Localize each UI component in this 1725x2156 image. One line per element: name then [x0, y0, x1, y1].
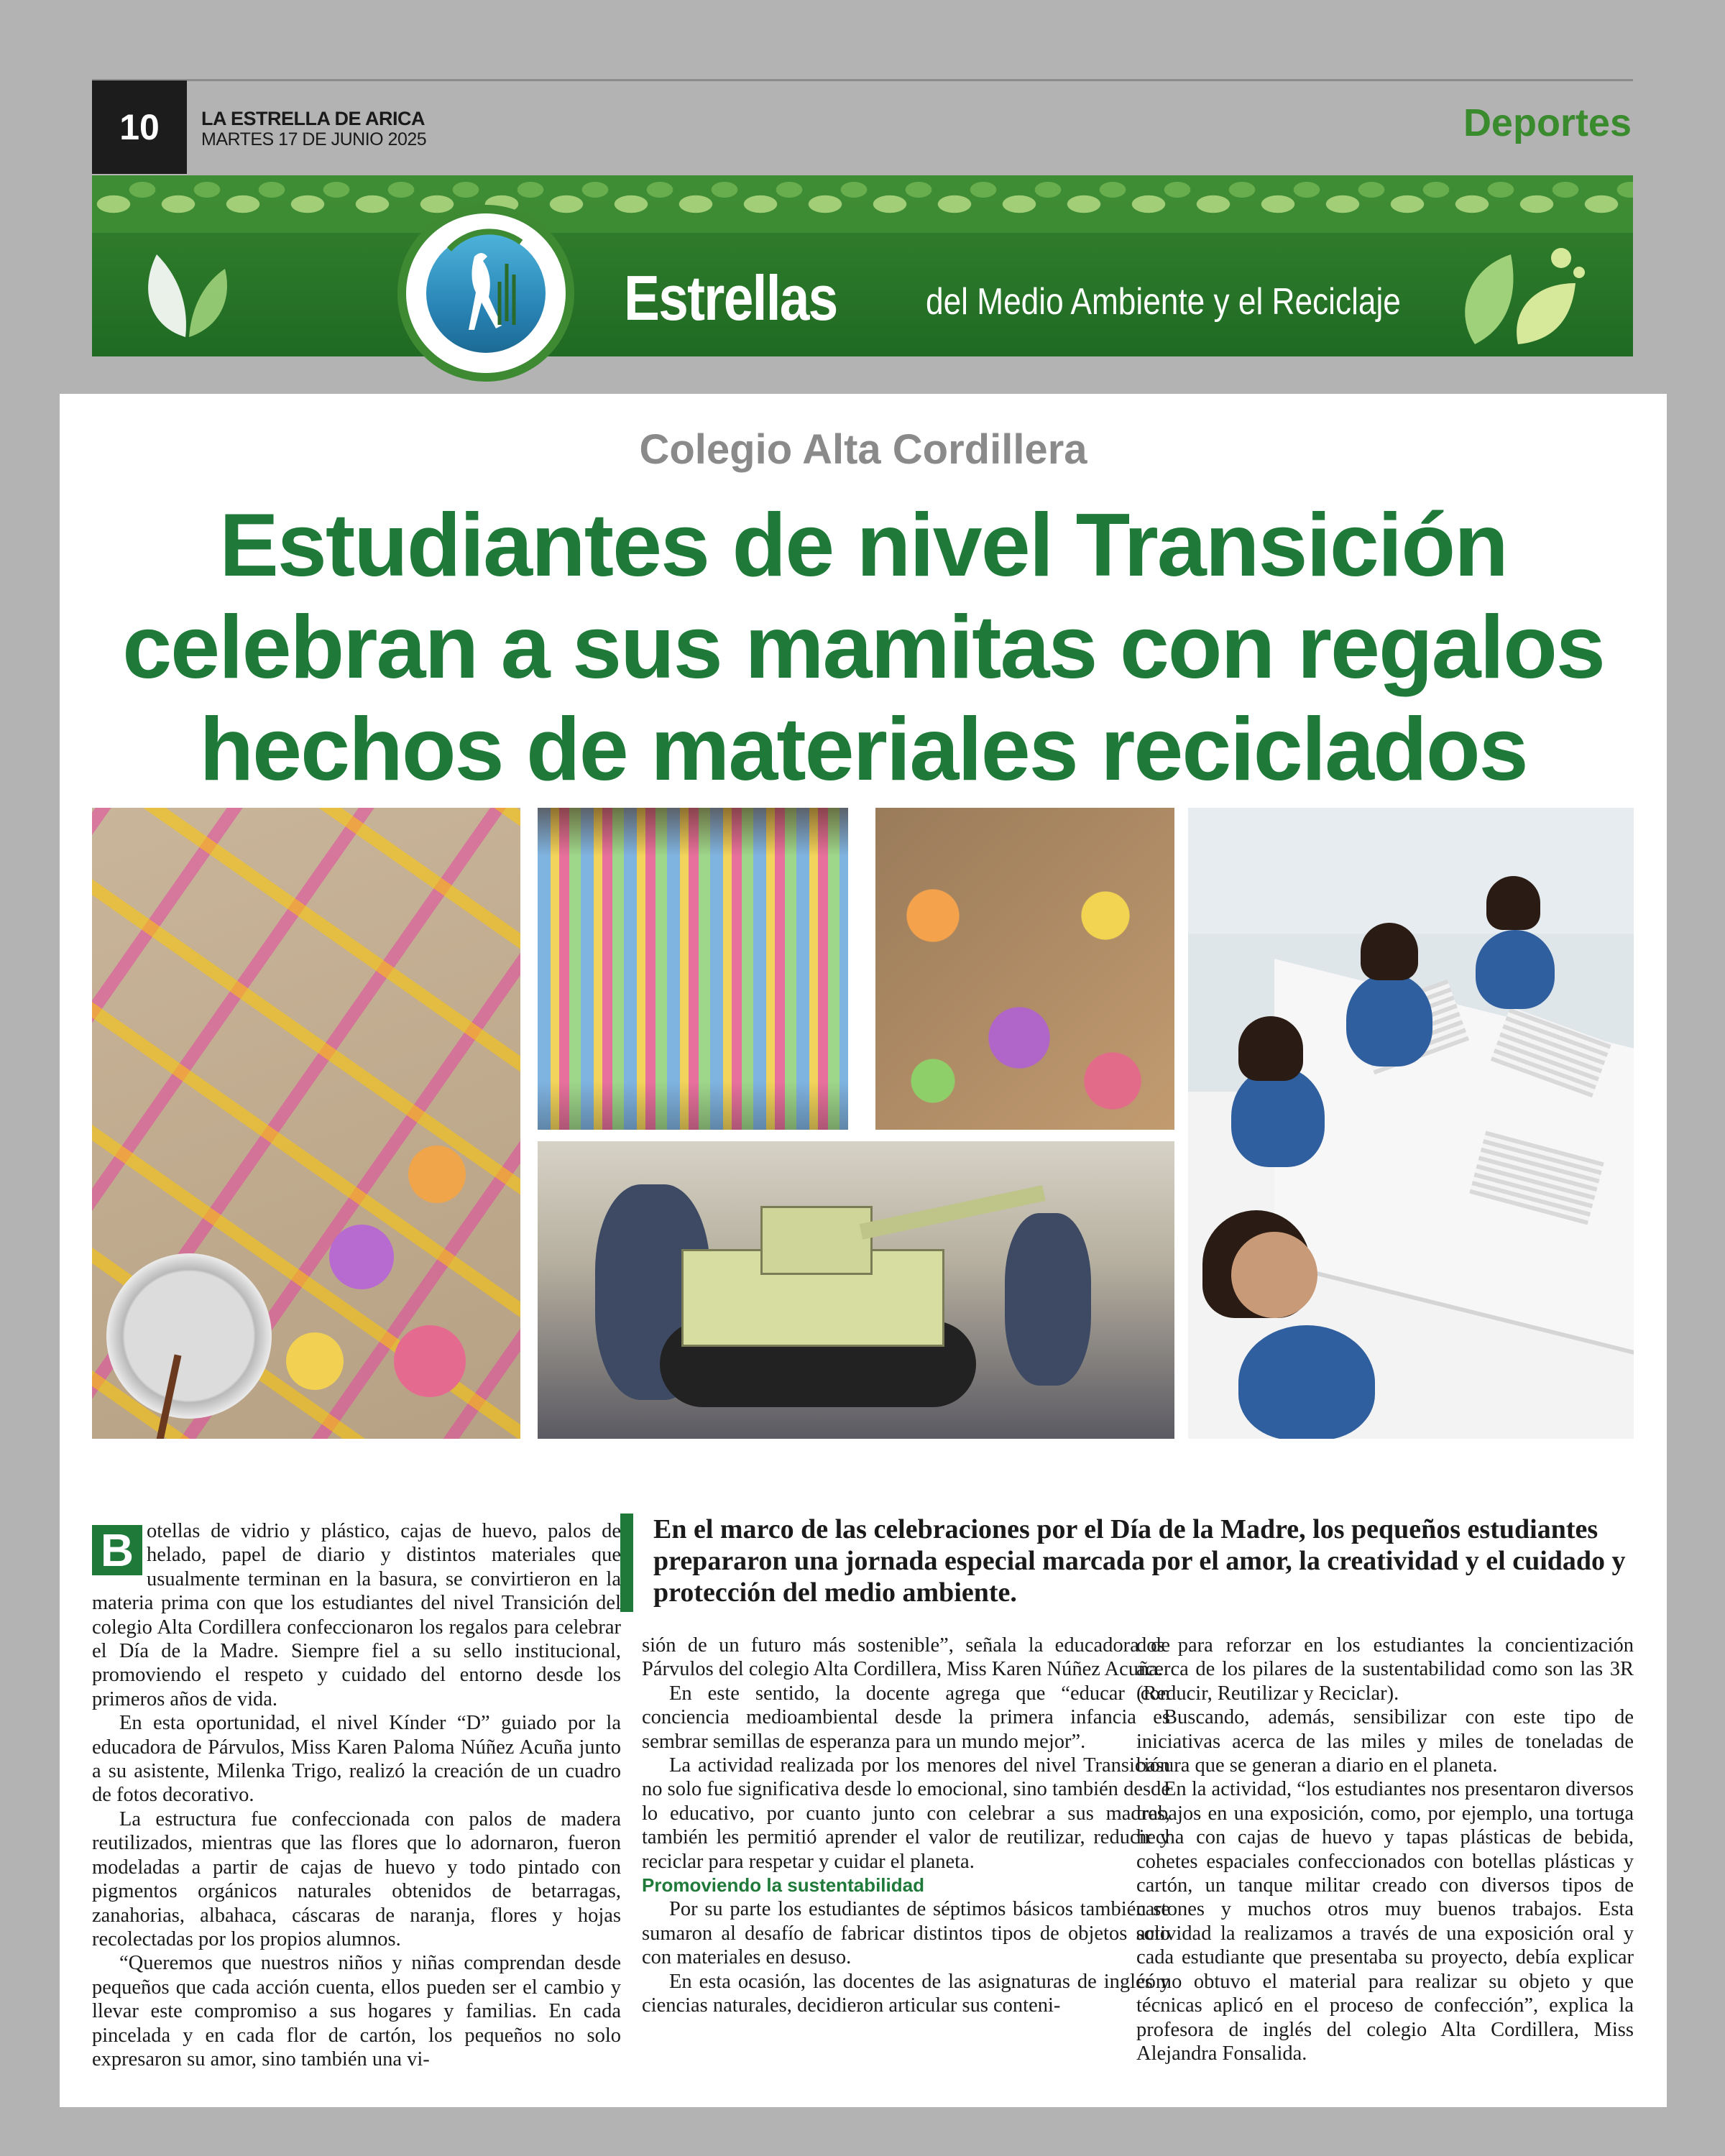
paragraph: La actividad realizada por los menores del nivel Transición no solo fue significativa desde lo emocional, sino también desde lo educativo, por cuanto junto con celebrar a sus madres, también les permitió aprender el valor de reutilizar, reducir y reciclar para respetar y cuidar el planeta. [642, 1754, 1170, 1873]
article-lead: En el marco de las celebraciones por el Día de la Madre, los pequeños estudiantes prepararon una jornada especial marcada por el amor, la creatividad y el cuidado y protección del medio ambiente. [653, 1514, 1626, 1608]
photo-wrapped-bottles [538, 808, 848, 1130]
body-column-2 [642, 1634, 1170, 2018]
paragraph: En la actividad, “los estudiantes nos presentaron diversos trabajos en una exposición, como, por ejemplo, una tortuga hecha con cajas de huevo y tapas plásticas de bebida, cohetes espaciales confeccionados con botellas plásticas y cartón, un tanque militar creado con diversos tipos de cartones y muchos otros muy buenos trabajos. Esta actividad la realizamos a través de una exposición oral y cada estudiante que presentaba su proyecto, debía explicar cómo obtuvo el material para realizar su objeto y que técnicas aplicó en el proceso de confección”, explica la profesora de inglés del colegio Alta Cordillera, Miss Alejandra Fonsalida. [1136, 1778, 1634, 2065]
section-name: Deportes [1463, 101, 1632, 144]
environment-banner [92, 175, 1633, 356]
egg-carton-flower [286, 1332, 344, 1390]
paragraph: En esta ocasión, las docentes de las asignaturas de inglés y ciencias naturales, decidieron articular sus conteni- [642, 1970, 1170, 2017]
photo-children-at-table [1188, 808, 1634, 1439]
child [1476, 930, 1555, 1009]
child [1231, 1067, 1325, 1167]
page-number: 10 [92, 80, 187, 174]
article-headline [60, 494, 1667, 801]
egg-carton-flower [394, 1325, 466, 1397]
photo-egg-carton-flowers [875, 808, 1174, 1130]
leaf-left-icon [135, 247, 236, 341]
paragraph: “Queremos que nuestros niños y niñas comprendan desde pequeños que cada acción cuenta, ellos pueden ser el cambio y llevar este compromiso a sus hogares y familias. En cada pincelada y en cada flor de cartón, los pequeños no solo expresaron su amor, sino también una vi- [92, 1952, 621, 2070]
heron-icon [406, 213, 566, 373]
heron-recycle-logo-icon [397, 205, 574, 382]
leaf-pattern [92, 175, 1633, 233]
egg-carton-flower [408, 1146, 466, 1203]
paragraph: Por su parte los estudiantes de séptimos básicos también se sumaron al desafío de fabricar distintos tipos de objetos solo con materiales en desuso. [642, 1898, 1170, 1969]
headline-line: hechos de materiales reciclados [199, 700, 1527, 799]
subheading: Promoviendo la sustentabilidad [642, 1874, 924, 1897]
banner-title-small: del Medio Ambiente y el Reciclaje [926, 281, 1401, 323]
paint-lid [106, 1253, 272, 1419]
top-rule [92, 79, 1633, 81]
paragraph: dos para reforzar en los estudiantes la concientización acerca de los pilares de la sustentabilidad como son las 3R (Reducir, Reutilizar y Reciclar). [1136, 1634, 1634, 1705]
article-panel [60, 394, 1667, 2107]
child [1238, 1325, 1375, 1439]
paragraph: Buscando, además, sensibilizar con este tipo de iniciativas acerca de las miles y miles de toneladas de basura que se generan a diario en el planeta. [1136, 1706, 1634, 1777]
photo-picture-frames [92, 808, 520, 1439]
banner-title [624, 262, 1401, 335]
headline-line: celebran a sus mamitas con regalos [122, 598, 1604, 697]
headline-line: Estudiantes de nivel Transición [219, 496, 1507, 595]
paper-name: LA ESTRELLA DE ARICA [201, 108, 425, 129]
body-column-1 [92, 1519, 621, 2071]
paragraph: En esta oportunidad, el nivel Kínder “D” guiado por la educadora de Párvulos, Miss Karen Paloma Núñez Acuña junto a su asistente, Milenka Trigo, realizó la creación de un cuadro de fotos decorativo. [92, 1712, 621, 1807]
tank-turret [760, 1206, 873, 1275]
photo-cardboard-tank [538, 1141, 1174, 1439]
paragraph: sión de un futuro más sostenible”, señala la educadora de Párvulos del colegio Alta Cordillera, Miss Karen Núñez Acuña. [642, 1634, 1170, 1681]
issue-date: MARTES 17 DE JUNIO 2025 [201, 129, 427, 149]
dropcap: B [92, 1525, 142, 1575]
paragraph: En este sentido, la docente agrega que “educar con conciencia medioambiental desde la primera infancia es sembrar semillas de esperanza para un mundo mejor”. [642, 1682, 1170, 1753]
paragraph: B otellas de vidrio y plástico, cajas de huevo, palos de helado, papel de diario y distintos materiales que usualmente terminan en la basura, se convirtieron en la materia prima con que los estudiantes del nivel Transición del colegio Alta Cordillera confeccionaron los regalos para celebrar el Día de la Madre. Siempre fiel a su sello institucional, promoviendo el respeto y cuidado del entorno desde los primeros años de vida. [92, 1520, 621, 1710]
child [1346, 973, 1432, 1067]
body-column-3 [1136, 1634, 1634, 2065]
banner-title-big: Estrellas [624, 262, 837, 333]
lead-bar [620, 1514, 633, 1612]
paragraph: La estructura fue confeccionada con palos de madera reutilizados, mientras que las flores que lo adornaron, fueron modeladas a partir de cajas de huevo y todo pintado con pigmentos orgánicos naturales obtenidos de betarragas, zanahorias, albahaca, cáscaras de naranja, flores y hojas recolectadas por los propios alumnos. [92, 1807, 621, 1950]
article-kicker: Colegio Alta Cordillera [639, 426, 1087, 473]
egg-carton-flower [329, 1225, 394, 1289]
leaf-right-icon [1453, 240, 1590, 348]
